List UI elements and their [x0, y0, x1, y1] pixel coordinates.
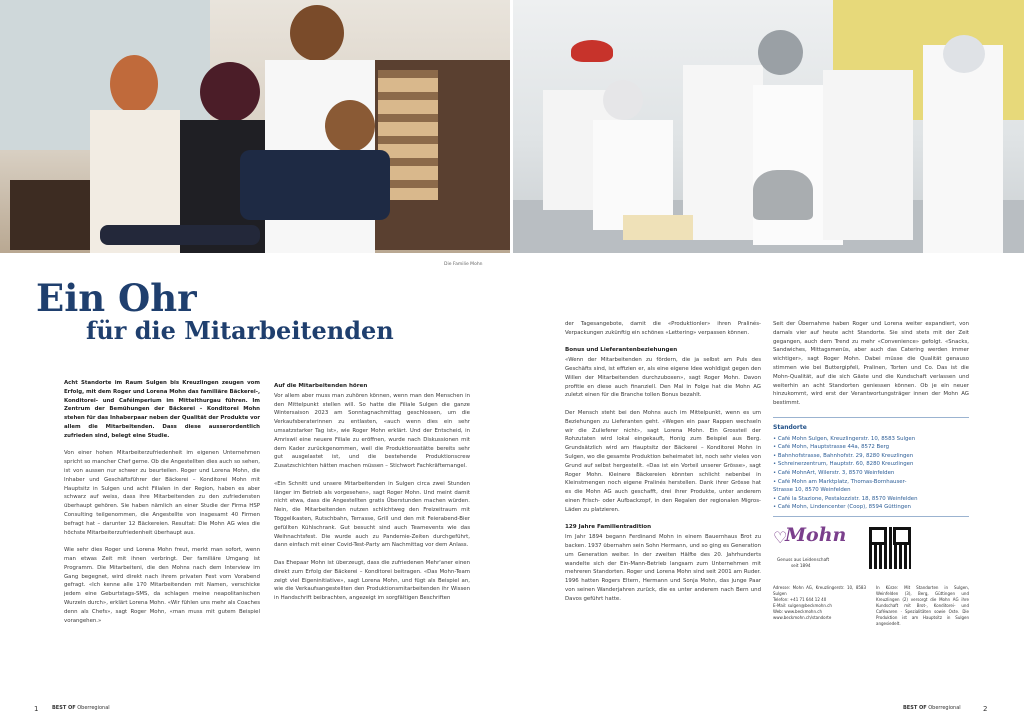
locations-box: [773, 417, 969, 517]
bakery-team-photo: [513, 0, 1024, 253]
contact-info: [773, 585, 969, 627]
body-paragraph: «Wenn der Mitarbeitenden zu fördern, die ja selbst am Puls des Geschäfts sind, ist effizien er, als eine eigene Idee wohldigst gegen den Willen der Mitarbeitenden durchzuboxen», sagt Roger Mohn. Davon profitie en diese auch finanziell. Den Mal in Folge hat die Mohn AG zuletzt einen für die Branche tollen Bonus bezahlt.: [565, 357, 761, 399]
locations-title: Standorte: [773, 423, 807, 431]
column-4: [773, 320, 969, 627]
body-paragraph: Wie sehr dies Roger und Lorena Mohn freut, merkt man sofort, wenn man etwas Zeit mit ihnen verbringt. Der familiäre Umgang ist Programm. Die Mitarbeiteni, die den Mohns nach dem Interview im Gang begegnet, wird direkt nach ihrem privaten Fest vom Vorabend gefragt. «Ich kenne alle 170 Mitarbeitenden mit Namen, verschicke jedem eine Geburtstags-SMS, da schlagen meine neapolitanischen Wurzeln durch», erklärt Lorena Mohn. «Wir fühlen uns mehr als Coaches denn als Chefs», sagt Roger Mohn, «man muss mit gutem Beispiel vorangehen.»: [64, 547, 260, 624]
lead-paragraph: Acht Standorte im Raum Sulgen bis Kreuzlingen zeugen vom Erfolg, mit dem Roger und Lorena Mohn das familiäre Bäckerei-, Konditorei- und Caféimperium im Mittelthurgau führen. Im Zentrum der Bemühungen der Bäckerei – Konditorei Mohn stehen für das Inhaberpaar neben der Qualität der Produkte vor allem die Mitarbeitenden. Dass diese ausserordentlich zufrieden sind, belegt eine Studie.: [64, 380, 260, 439]
magazine-region: Oberregional: [928, 705, 961, 711]
page-number-right: 2: [983, 705, 988, 713]
locations-list: [773, 435, 969, 512]
logo-wordmark: Mohn: [785, 523, 847, 546]
qr-code-icon[interactable]: [869, 527, 911, 569]
location-item: • Café Mohn, Hauptstrasse 44a, 8572 Berg: [773, 444, 890, 451]
contact-address: Adresse: Mohn AG, Kreuzlingerstr. 10, 8583 Sulgen Telefon: +41 71 644 12 40 E-Mail: sulgen@beckmohn.ch Web: www.beckmohn.ch www.beckmohn.ch/standorte: [773, 584, 866, 620]
contact-summary: In Kürze: Mit Standorten in Sulgen, Weinfelden (3), Berg, Güttingen und Kreuzlingen (2) versorgt die Mohn AG ihre Kundschaft mit Brot-, Konditorei- und Caféwaren · Spezialitäten sowie Oste. Die Produktion ist am Hauptsitz in Sulgen angesiedelt.: [876, 584, 969, 626]
magazine-name: BEST OF: [52, 705, 76, 711]
location-item: • Café la Stazione, Pestalozzistr. 18, 8570 Weinfelden: [773, 495, 918, 502]
location-item: • Café Mohn, Lindencenter (Coop), 8594 Güttingen: [773, 504, 911, 511]
headline-line2: für die Mitarbeitenden: [86, 316, 394, 345]
body-paragraph: Von einer hohen Mitarbeiterzufriedenheit im eigenen Unternehmen spricht so mancher Chef gerne. Ob die Angestellten dies auch so sehen, ist von aussen nur schwer zu beurteilen. Roger und Lorena Mohn, die Inhaber und Geschäftsführer der Bäckerei – Konditorei Mohn mit Hauptsitz in Sulgen und acht Filialen in der Region, haben es aber schwarz auf weiss, dass ihre Mitarbeitenden zu den zufriedensten überhaupt gehören. Sie haben nämlich an einer Studie der Firma HSP Consulting teilgenommen, die Angestellte von insgesamt 40 Firmen befragt hat – darunter 12 Bäckereien. Resultat: Die Mohn AG wies die höchste Mitarbeiterzufriedenheit überhaupt aus.: [64, 450, 260, 536]
section-heading: 129 Jahre Familientradition: [565, 524, 652, 531]
body-paragraph: Der Mensch steht bei den Mohns auch im Mittelpunkt, wenn es um Beziehungen zu Lieferanten geht. «Wegen ein paar Rappen wechseln wir die Zulieferer nicht», sagt Lorena Mohn. Ein Grossteil der Rohzutaten wird lokal eingekauft, Honig zum Beispiel aus Berg. Grundsätzlich wird am Hauptsitz der Bäckerei – Konditorei Mohn in Sulgen, wo die gesamte Produktion beheimatet ist, noch sehr vieles von Grund auf selbst hergestellt. «Das ist ein Vorteil unserer Grösse», sagt Roger Mohn. Kleinere Bäckereien könnten schlicht nebenbei in Kleinstmengen noch eigene Pralinés herstellen. Dank ihrer Grösse hat es die Mohn AG auch geschafft, drei ihrer Produkte, unter anderem einen Frisch- oder Aufbackzopf, in den Regalen der regionalen Migros-Läden zu platzieren.: [565, 409, 761, 513]
heart-icon: ♡: [773, 527, 788, 547]
body-paragraph: Das Ehepaar Mohn ist überzeugt, dass die zufriedenen Mehr'aner einen direkt zum Erfolg der Bäckerei – Konditorei beitragen. «Das Mohn-Team zeigt viel Eigeninitiative», sagt Lorena Mohn, und fügt als Beispiel an, wie die Verkaufsangestellten den Produktionsmitarbeitenden ihr Wissen in Handschrift beibrachten, angezeigt im sorgfältigen Beschriften: [274, 559, 470, 602]
column-1: [64, 379, 260, 634]
body-paragraph: «Ein Schnitt und unsere Mitarbeitenden in Sulgen circa zwei Stunden länger im Betrieb als vorgesehen», sagt Roger Mohn. Und meint damit nicht etwa, dass die Angestellten gratis Überstunden machen würden. Nein, die Mitarbeitenden nutzen schlichtweg den Freizeitraum mit Töggelikasten, Rutschbahn, Terrasse, Grill und den mit Feierabend-Bier gefüllten Kühlschrank. Gut besucht sind auch Teamevents wie das Weihnachtsfest. Die wurde auch zu Pandemie-Zeiten durchgeführt, dann einfach mit einer Covid-Test-Party am Nachmittag vor dem Anlass.: [274, 480, 470, 549]
headline-line1: Ein Ohr: [36, 276, 197, 320]
footer-right: [903, 705, 961, 711]
page-number-left: 1: [34, 705, 39, 713]
magazine-name: BEST OF: [903, 705, 927, 711]
footer-left: [52, 705, 110, 711]
logo-since: seit 1894: [791, 562, 811, 568]
location-item: • Bahnhofstrasse, Bahnhofstr. 29, 8280 Kreuzlingen: [773, 452, 914, 459]
section-heading: Auf die Mitarbeitenden hören: [274, 383, 368, 389]
column-3: [565, 320, 761, 612]
magazine-region: Oberregional: [77, 705, 110, 711]
logo-row: [773, 523, 969, 585]
body-paragraph: Vor allem aber muss man zuhören können, wenn man den Menschen in den Mittelpunkt stellen will. So hatte die Filiale Sulgen die ganze Wintersaison 2023 am Sonntagnachmittag geschlossen, um die Verkaufsberaterinnen zu entlasten, «auch wenn dies ein sehr umsatzstarker Tag ist», wie Roger Mohn erklärt. Und der Entscheid, in Amriswil eine neuere Filiale zu eröffnen, wurde nach Diskussionen mit dem Kader zurückgenommen, weil die Produktionsstätte bereits sehr gut ausgelastet ist, und die bestehende Produktionscrew Zusatzschichten hätten machen müssen – Stichwort Fachkräftemangel.: [274, 392, 470, 470]
body-paragraph: Im Jahr 1894 begann Ferdinand Mohn in einem Bauernhaus Brot zu backen. 1937 übernahm sein Sohn Hermann, und so ging es Generation um Generation weiter. In der zweiten Hälfte des 20. Jahrhunderts wandelte sich der Ein-Mann-Betrieb langsam zum Unternehmen mit mehreren Standorten. Roger und Lorena Mohn sind seit 2001 am Ruder. 1996 hatten Rogers Eltern, Hermann und Sonja Mohn, das junge Paar von seinen Wanderjahren zurück, die es unter anderem nach Bern und Davos geführt hatte.: [565, 534, 761, 602]
location-item: Strasse 10, 8570 Weinfelden: [773, 487, 851, 494]
body-paragraph: Seit der Übernahme haben Roger und Lorena weiter expandiert, von damals vier auf heute acht Standorte. Sie sind stets mit der Zeit gegangen, auch dem Trend zu mehr «Convenience» gefolgt. «Snacks, Sandwiches, Mittagsmenüs, aber auch das Catering werden immer wichtiger», sagt Roger Mohn. Dabei müsse die Qualität genauso stimmen wie bei Buttergipfeli, Pralinen, Torten und Co. Das ist die Mohn-Qualität, auf die sich Gäste und die Kundschaft verlassen und weiterhin an acht Standorten geniessen können. Ob je ein neuer hinzukommt, wird erst der Verantwortungsträger innen der Mohn AG bestimmt.: [773, 321, 969, 407]
logo-tagline: Genuss aus Leidenschaft: [777, 556, 830, 562]
mohn-logo: [773, 523, 847, 579]
location-item: • Café Mohn am Marktplatz, Thomas-Bornhauser-: [773, 478, 907, 485]
location-item: • Café Mohn Sulgen, Kreuzlingerstr. 10, 8583 Sulgen: [773, 435, 916, 442]
location-item: • Café MohnArt, Wilerstr. 3, 8570 Weinfelden: [773, 469, 895, 476]
body-paragraph: der Tagesangebote, damit die «Produktionler» ihren Pralinés-Verpackungen zukünftig ein schönes «Lettering» verpassen können.: [565, 321, 761, 336]
family-photo: [0, 0, 510, 253]
photo-caption: Die Familie Mohn: [444, 262, 483, 267]
section-heading: Bonus und Lieferantenbeziehungen: [565, 347, 678, 354]
column-2: [274, 382, 470, 612]
location-item: • Schreinerzentrum, Hauptstr. 60, 8280 Kreuzlingen: [773, 461, 914, 468]
